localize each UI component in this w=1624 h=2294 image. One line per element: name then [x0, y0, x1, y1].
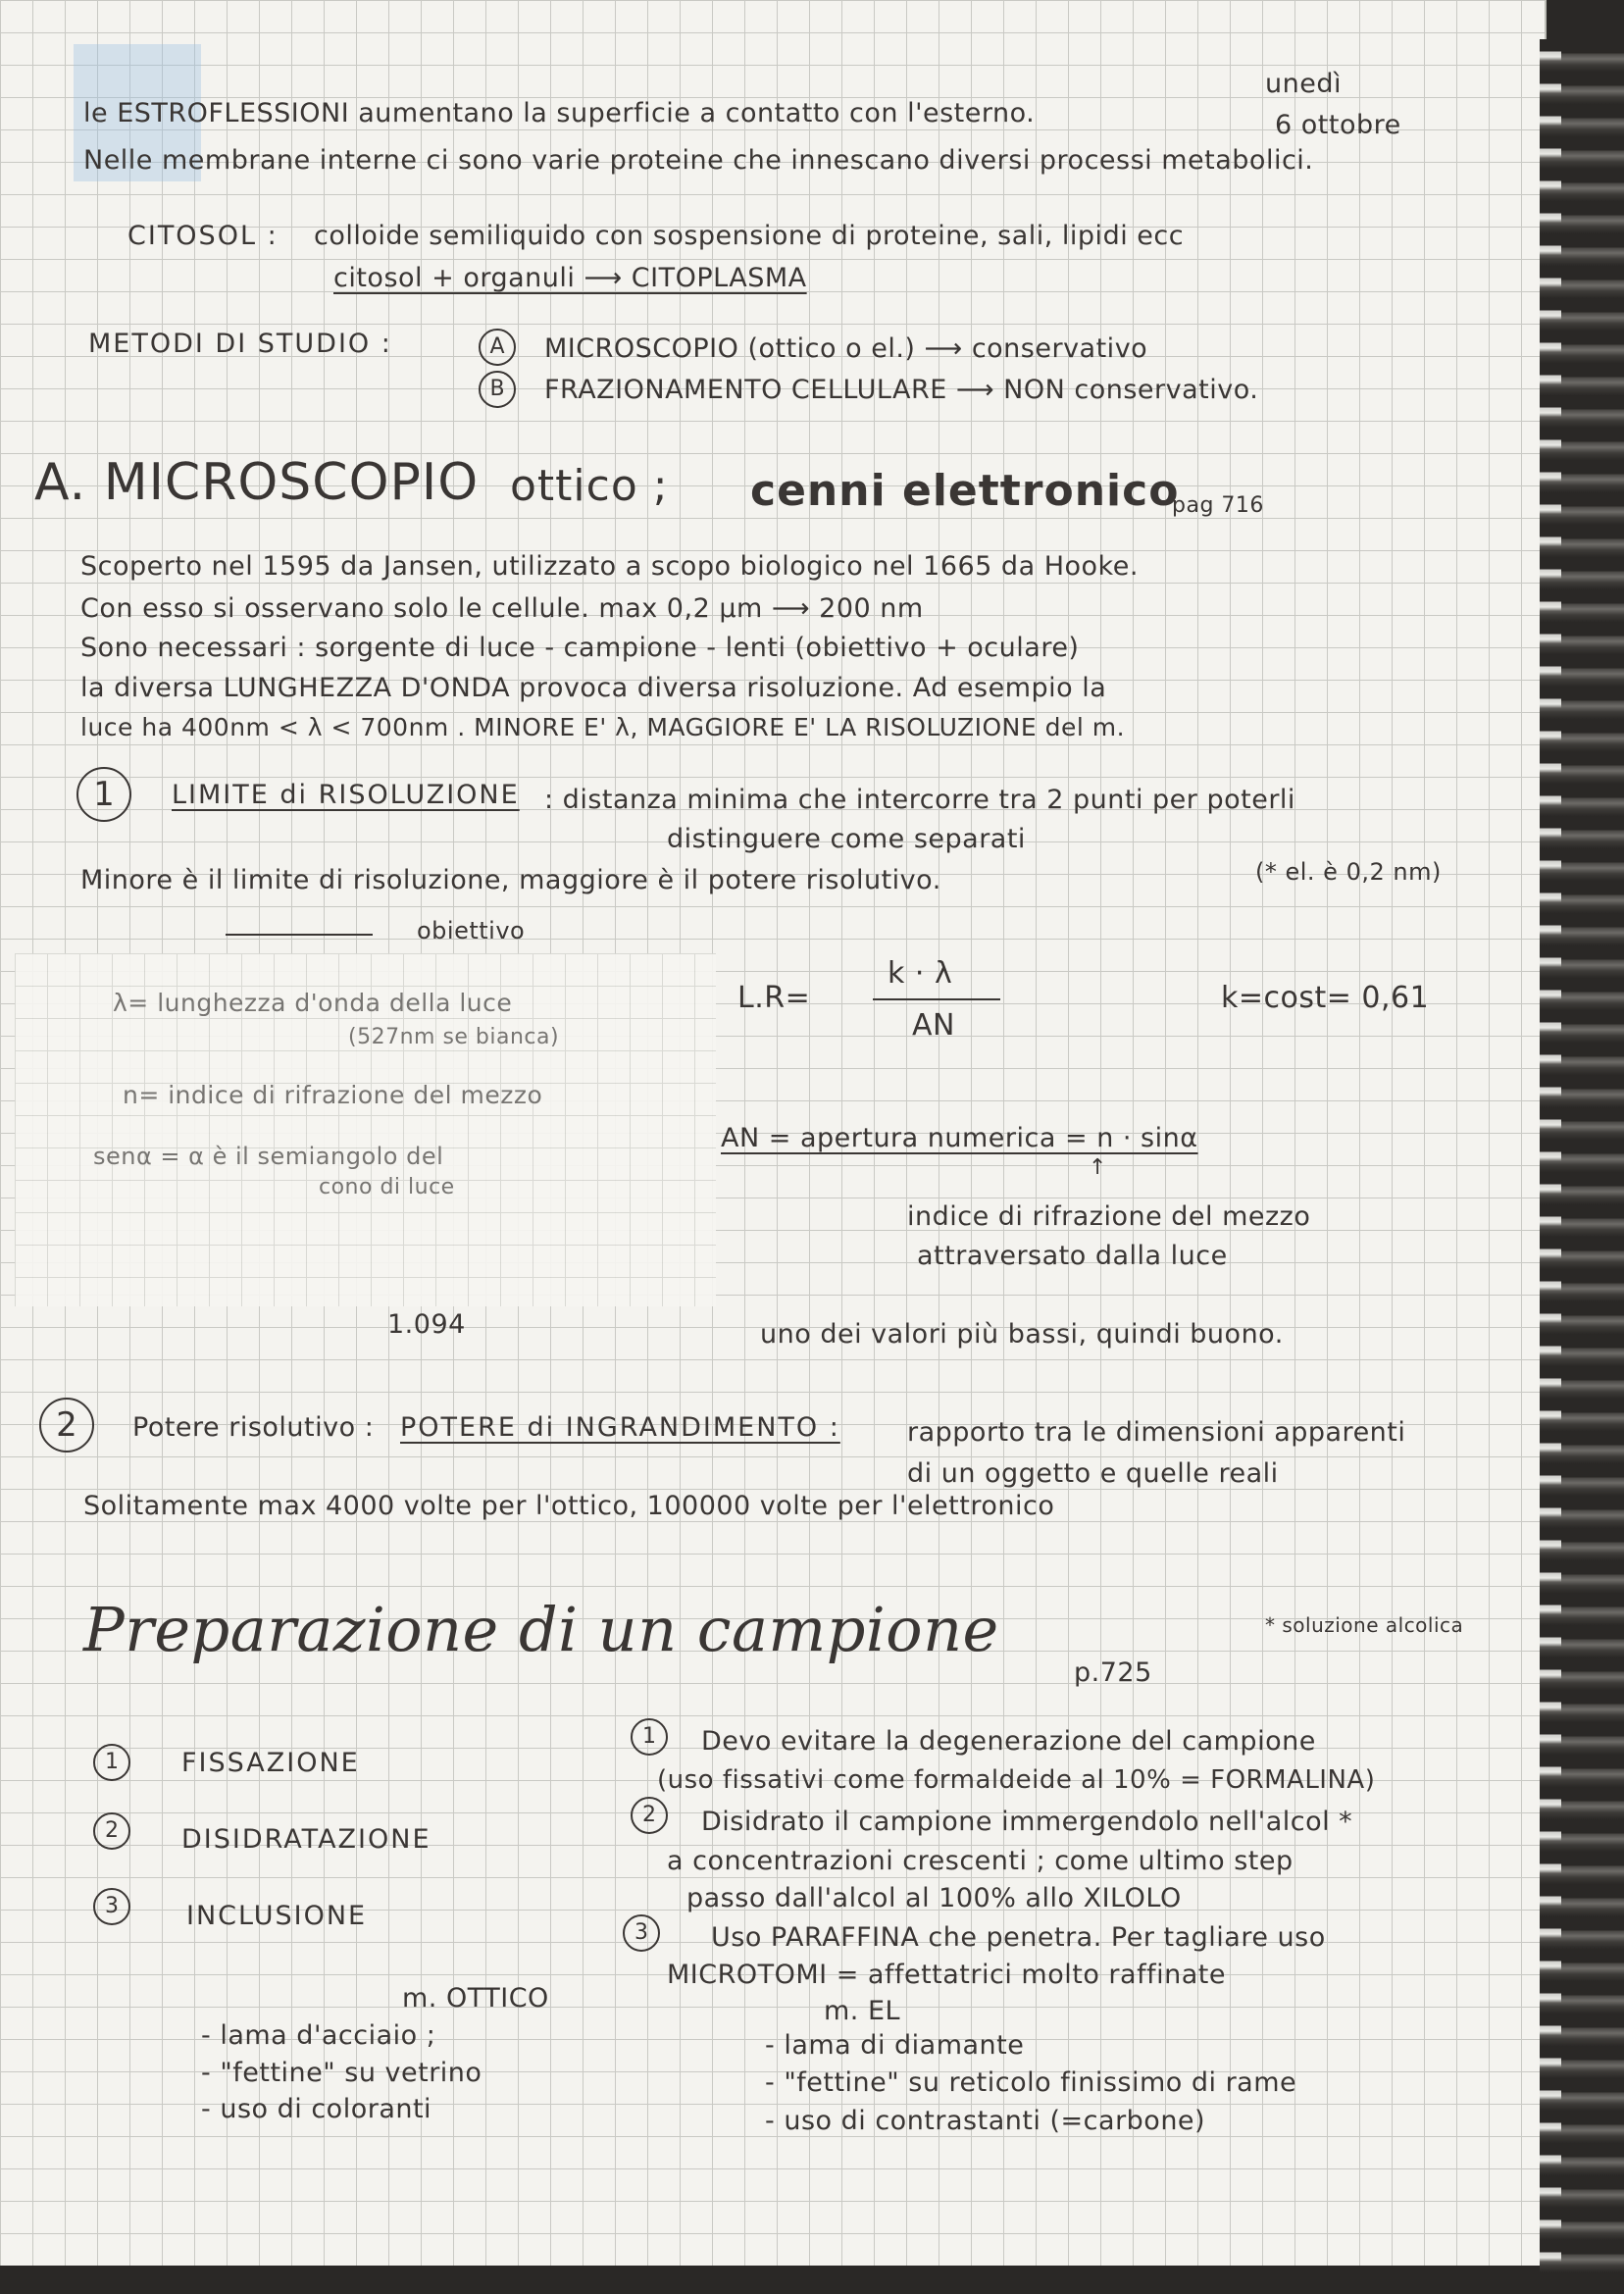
m-ottico-label: m. OTTICO	[402, 1983, 549, 2014]
potere-label: Potere risolutivo :	[132, 1412, 375, 1443]
preparazione-page-ref: p.725	[1074, 1657, 1152, 1688]
limite-note: (* el. è 0,2 nm)	[1255, 858, 1442, 886]
metodi-label: METODI DI STUDIO :	[88, 329, 392, 359]
section-a-subtitle-2: cenni elettronico	[750, 466, 1180, 516]
formula-value: 1.094	[387, 1309, 466, 1340]
right-1-line-b: (uso fissativi come formaldeide al 10% = FORMALINA)	[657, 1765, 1376, 1795]
ottico-item-2: - "fettine" su vetrino	[201, 2058, 482, 2088]
citosol-label: CITOSOL :	[127, 221, 279, 251]
fraction-bar	[873, 998, 1000, 1000]
potere-def-2: di un oggetto e quelle reali	[907, 1458, 1279, 1489]
an-definition: AN = apertura numerica = n · sinα	[721, 1123, 1198, 1153]
right-1-line-a: Devo evitare la degenerazione del campione	[701, 1726, 1316, 1757]
scoperta-line-4: la diversa LUNGHEZZA D'ONDA provoca diversa risoluzione. Ad esempio la	[80, 673, 1107, 703]
scoperta-line-2: Con esso si osservano solo le cellule. max 0,2 µm ⟶ 200 nm	[80, 593, 924, 624]
step-1-label: FISSAZIONE	[181, 1748, 360, 1778]
ottico-item-3: - uso di coloranti	[201, 2094, 432, 2124]
formula-comment: uno dei valori più bassi, quindi buono.	[760, 1319, 1284, 1350]
right-3-line-a: Uso PARAFFINA che penetra. Per tagliare uso	[711, 1922, 1326, 1953]
potere-def-1: rapporto tra le dimensioni apparenti	[907, 1417, 1406, 1448]
lens-line	[226, 934, 373, 936]
citosol-definition: colloide semiliquido con sospensione di proteine, sali, lipidi ecc	[314, 221, 1185, 251]
right-1-number: 1	[631, 1718, 668, 1756]
el-item-2: - "fettine" su reticolo finissimo di rame	[765, 2067, 1297, 2098]
section-a-page-ref: pag 716	[1172, 493, 1264, 518]
right-2-number: 2	[631, 1797, 668, 1834]
right-2-line-c: passo dall'alcol al 100% allo XILOLO	[686, 1883, 1182, 1913]
el-item-3: - uso di contrastanti (=carbone)	[765, 2106, 1206, 2136]
limite-label: LIMITE di RISOLUZIONE	[172, 780, 520, 810]
index-def-1: indice di rifrazione del mezzo	[907, 1201, 1311, 1232]
scoperta-line-3: Sono necessari : sorgente di luce - campione - lenti (obiettivo + oculare)	[80, 633, 1080, 663]
date-day: unedì	[1265, 69, 1342, 99]
right-3-line-b: MICROTOMI = affettatrici molto raffinate	[667, 1960, 1226, 1990]
section-a-title: A. MICROSCOPIO	[34, 453, 480, 512]
formula-k: k=cost= 0,61	[1221, 981, 1430, 1015]
right-3-number: 3	[623, 1914, 660, 1952]
intro-line-1: le ESTROFLESSIONI aumentano la superficie a contatto con l'esterno.	[83, 98, 1036, 128]
metodi-a-text: MICROSCOPIO (ottico o el.) ⟶ conservativo	[544, 333, 1148, 364]
metodi-b-text: FRAZIONAMENTO CELLULARE ⟶ NON conservativo.	[544, 375, 1259, 405]
ottico-item-1: - lama d'acciaio ;	[201, 2020, 436, 2051]
right-2-line-a: Disidrato il campione immergendolo nell'alcol *	[701, 1807, 1353, 1837]
step-3-number: 3	[93, 1888, 130, 1925]
step-2-number: 2	[93, 1812, 130, 1850]
obiettivo-label: obiettivo	[417, 917, 526, 944]
index-def-2: attraversato dalla luce	[917, 1241, 1228, 1271]
metodi-a-mark: A	[479, 329, 516, 366]
step-2-label: DISIDRATAZIONE	[181, 1824, 431, 1855]
scoperta-line-5: luce ha 400nm < λ < 700nm . MINORE E' λ, MAGGIORE E' LA RISOLUZIONE del m.	[80, 713, 1126, 741]
limite-def-2: distinguere come separati	[667, 824, 1026, 854]
step-3-label: INCLUSIONE	[186, 1901, 368, 1931]
potere-label-2: POTERE di INGRANDIMENTO :	[400, 1412, 840, 1443]
limite-number: 1	[76, 767, 131, 822]
an-arrow: ↑	[1089, 1155, 1107, 1180]
sen-def-2: cono di luce	[319, 1175, 455, 1199]
scoperta-line-1: Scoperto nel 1595 da Jansen, utilizzato a scopo biologico nel 1665 da Hooke.	[80, 551, 1139, 582]
m-el-label: m. EL	[824, 1996, 901, 2026]
formula-lr: L.R=	[737, 981, 811, 1015]
n-def: n= indice di rifrazione del mezzo	[123, 1081, 543, 1109]
preparazione-side-note: * soluzione alcolica	[1265, 1613, 1464, 1637]
formula-numerator: k · λ	[888, 956, 953, 991]
lambda-def: λ= lunghezza d'onda della luce	[113, 989, 513, 1017]
date-date: 6 ottobre	[1275, 110, 1401, 140]
section-a-subtitle: ottico ;	[510, 461, 669, 511]
right-2-line-b: a concentrazioni crescenti ; come ultimo step	[667, 1846, 1294, 1876]
limite-def-1: : distanza minima che intercorre tra 2 punti per poterli	[544, 785, 1295, 815]
potere-line-2: Solitamente max 4000 volte per l'ottico, 100000 volte per l'elettronico	[83, 1491, 1055, 1521]
preparazione-title: Preparazione di un campione	[83, 1594, 999, 1665]
spiral-binding	[1540, 39, 1624, 2275]
lambda-def-2: (527nm se bianca)	[348, 1025, 560, 1049]
sen-def: senα = α è il semiangolo del	[93, 1143, 444, 1170]
metodi-b-mark: B	[479, 371, 516, 408]
potere-number: 2	[39, 1398, 94, 1453]
step-1-number: 1	[93, 1744, 130, 1781]
intro-line-2: Nelle membrane interne ci sono varie proteine che innescano diversi processi metabolici.	[83, 145, 1314, 176]
formula-denominator: AN	[912, 1008, 955, 1043]
el-item-1: - lama di diamante	[765, 2030, 1025, 2061]
citosol-formula: citosol + organuli ⟶ CITOPLASMA	[333, 263, 807, 293]
limite-line-3: Minore è il limite di risoluzione, maggiore è il potere risolutivo.	[80, 865, 941, 895]
